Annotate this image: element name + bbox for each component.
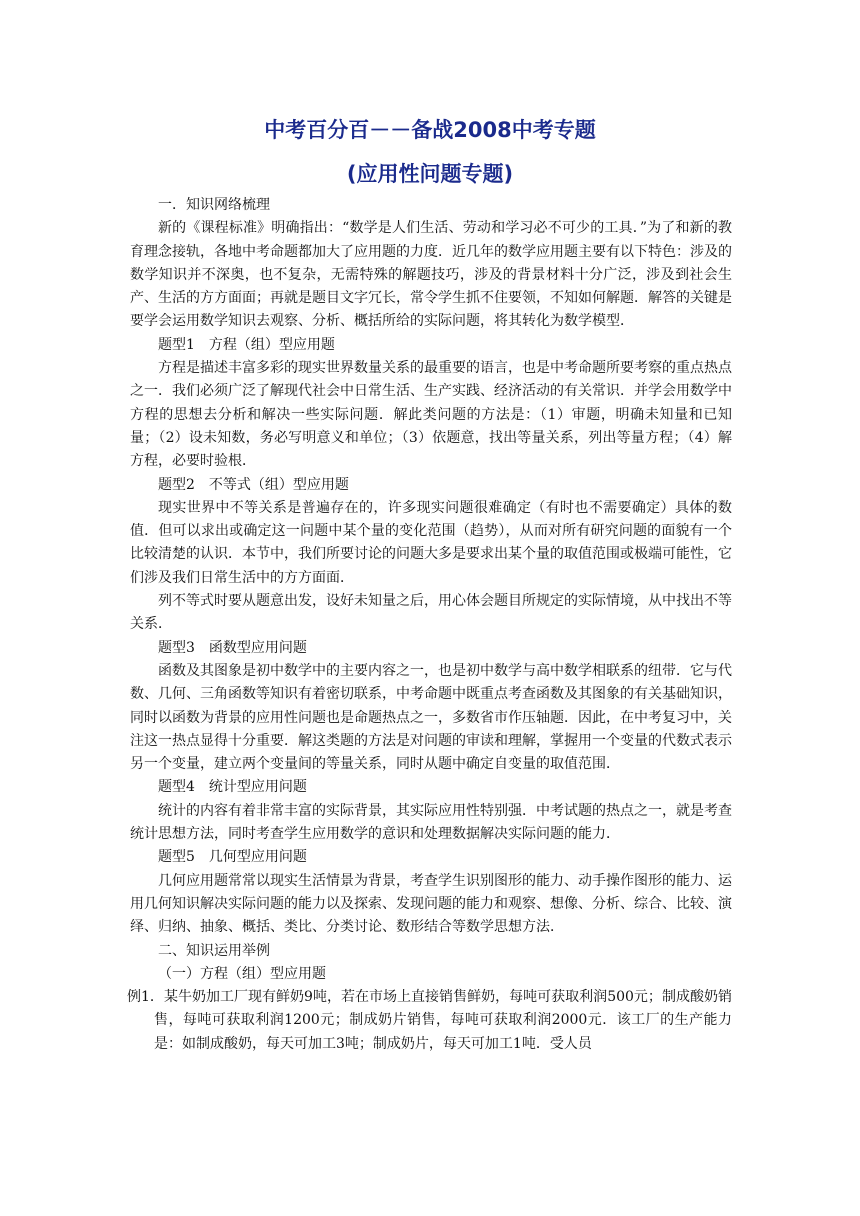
paragraph: 几何应用题常常以现实生活情景为背景，考查学生识别图形的能力、动手操作图形的能力、运用几何知识解决实际问题的能力以及探索、发现问题的能力和观察、想像、分析、综合、比较、演绎、归纳、抽象、概括、类比、分类讨论、数形结合等数学思想方法． <box>130 872 732 936</box>
paragraph: 现实世界中不等关系是普遍存在的，许多现实问题很难确定（有时也不需要确定）具体的数值．但可以求出或确定这一问题中某个量的变化范围（趋势），从而对所有研究问题的面貌有一个比较清楚的认识．本节中，我们所要讨论的问题大多是要求出某个量的取值范围或极端可能性，它们涉及我们日常生活中的方方面面． <box>130 499 732 586</box>
topic-heading: 题型2 不等式（组）型应用题 <box>158 476 349 493</box>
paragraph: 新的《课程标准》明确指出：“数学是人们生活、劳动和学习必不可少的工具．”为了和新的教育理念接轨，各地中考命题都加大了应用题的力度．近几年的数学应用题主要有以下特色：涉及的数学知识并不深奥，也不复杂，无需特殊的解题技巧，涉及的背景材料十分广泛，涉及到社会生产、生活的方方面面；再就是题目文字冗长，常令学生抓不住要领，不知如何解题．解答的关键是要学会运用数学知识去观察、分析、概括所给的实际问题，将其转化为数学模型． <box>130 220 732 330</box>
document-body <box>127 194 732 1056</box>
document-subtitle: (应用性问题专题) <box>346 162 514 186</box>
paragraph: 列不等式时要从题意出发，设好未知量之后，用心体会题目所规定的实际情境，从中找出不等关系． <box>130 593 732 633</box>
section-heading: 一．知识网络梳理 <box>158 197 270 213</box>
example-problem: 例1．某牛奶加工厂现有鲜奶9吨，若在市场上直接销售鲜奶，每吨可获取利润500元；制成酸奶销售，每吨可获取利润1200元；制成奶片销售，每吨可获取利润2000元．该工厂的生产能力是：如制成酸奶，每天可加工3吨；制成奶片，每天可加工1吨．受人员 <box>127 989 732 1052</box>
topic-heading: 题型1 方程（组）型应用题 <box>158 336 335 353</box>
paragraph: 方程是描述丰富多彩的现实世界数量关系的最重要的语言，也是中考命题所要考察的重点热点之一．我们必须广泛了解现代社会中日常生活、生产实践、经济活动的有关常识．并学会用数学中方程的思想去分析和解决一些实际问题．解此类问题的方法是：（1）审题，明确未知量和已知量；（2）设未知数，务必写明意义和单位；（3）依题意，找出等量关系，列出等量方程；（4）解方程，必要时验根． <box>130 360 732 470</box>
document-title: 中考百分百－－备战2008中考专题 <box>264 118 596 142</box>
paragraph: 统计的内容有着非常丰富的实际背景，其实际应用性特别强．中考试题的热点之一，就是考查统计思想方法，同时考查学生应用数学的意识和处理数据解决实际问题的能力． <box>130 802 732 843</box>
topic-heading: 题型5 几何型应用问题 <box>158 849 307 866</box>
topic-heading: 题型4 统计型应用问题 <box>158 779 307 796</box>
section-heading: 二、知识运用举例 <box>158 942 270 959</box>
subsection-heading: （一）方程（组）型应用题 <box>158 965 326 982</box>
topic-heading: 题型3 函数型应用问题 <box>158 639 307 656</box>
paragraph: 函数及其图象是初中数学中的主要内容之一，也是初中数学与高中数学相联系的纽带．它与代数、几何、三角函数等知识有着密切联系，中考命题中既重点考查函数及其图象的有关基础知识，同时以函数为背景的应用性问题也是命题热点之一，多数省市作压轴题．因此，在中考复习中，关注这一热点显得十分重要．解这类题的方法是对问题的审读和理解，掌握用一个变量的代数式表示另一个变量，建立两个变量间的等量关系，同时从题中确定自变量的取值范围． <box>130 662 732 773</box>
